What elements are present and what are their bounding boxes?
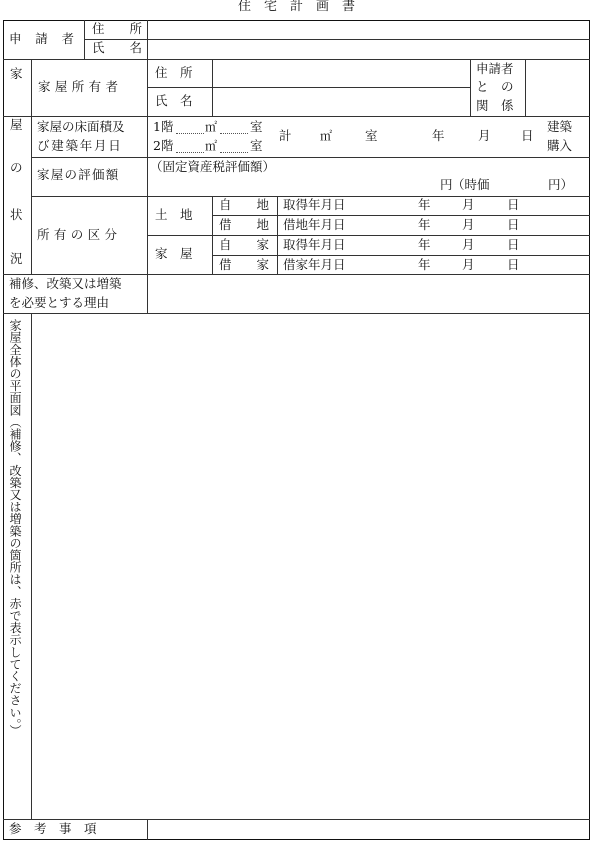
market-value-close: 円） [548, 177, 574, 192]
floor2-room-field[interactable] [220, 152, 248, 153]
relation-label-line: 関 係 [476, 98, 514, 113]
build-type-option[interactable]: 購入 [547, 138, 573, 153]
side-char: 況 [10, 251, 23, 266]
day-unit: 日 [507, 237, 520, 252]
land-label: 土 地 [155, 207, 193, 222]
lease-house-option[interactable]: 借 家 [219, 257, 270, 272]
inner-divider [212, 215, 590, 216]
lease-house-date-label: 借家年月日 [283, 257, 346, 272]
col-divider [147, 819, 148, 840]
sqm-unit: ㎡ [205, 120, 218, 134]
build-day-unit: 日 [521, 128, 534, 143]
market-value-open: （時価 [452, 177, 490, 192]
valuation-yen: 円 [440, 177, 453, 192]
col-divider [31, 313, 32, 819]
col-divider [470, 59, 471, 116]
own-land-option[interactable]: 自 地 [219, 197, 270, 212]
owner-label: 家屋所有者 [38, 79, 123, 94]
day-unit: 日 [507, 257, 520, 272]
row-divider [3, 819, 590, 820]
reason-label-line: 補修、改築又は増築 [9, 276, 122, 291]
document-title: 住 宅 計 画 書 [237, 0, 355, 14]
row-divider [3, 313, 590, 314]
col-divider [212, 59, 213, 116]
col-divider [84, 20, 85, 59]
total-sqm-unit: ㎡ [320, 129, 333, 143]
floor2-label: 2階 [153, 138, 174, 153]
lease-land-option[interactable]: 借 地 [219, 217, 270, 232]
valuation-label: 家屋の評価額 [37, 167, 120, 182]
inner-divider [147, 235, 590, 236]
reason-label-line: を必要とする理由 [9, 295, 110, 310]
build-year-unit: 年 [432, 128, 445, 143]
side-char: の [10, 160, 23, 175]
build-month-unit: 月 [478, 128, 491, 143]
floor2-area-field[interactable] [176, 152, 204, 153]
col-divider [147, 274, 148, 313]
year-unit: 年 [418, 237, 431, 252]
month-unit: 月 [462, 217, 475, 232]
house-label: 家 屋 [155, 246, 193, 261]
applicant-label: 申 請 者 [9, 31, 75, 46]
year-unit: 年 [418, 197, 431, 212]
applicant-address-label: 住 所 [92, 21, 143, 36]
month-unit: 月 [462, 257, 475, 272]
col-divider [277, 196, 278, 274]
floor-area-label-line: 家屋の床面積及 [37, 119, 125, 134]
floor-area-label-line: び建築年月日 [37, 138, 123, 153]
row-divider [3, 59, 590, 60]
sqm-unit: ㎡ [205, 139, 218, 153]
valuation-note: （固定資産税評価額） [150, 159, 276, 174]
relation-label-line: と の [476, 79, 514, 94]
col-divider [31, 59, 32, 274]
month-unit: 月 [462, 197, 475, 212]
relation-label-line: 申請者 [476, 61, 514, 76]
remarks-label: 参 考 事 項 [9, 821, 97, 836]
side-char: 屋 [10, 117, 23, 132]
acquired-date-label: 取得年月日 [283, 197, 346, 212]
month-unit: 月 [462, 237, 475, 252]
row-divider [3, 274, 590, 275]
inner-divider [84, 39, 590, 40]
acquired-date-label: 取得年月日 [283, 237, 346, 252]
floor1-label: 1階 [153, 119, 174, 134]
floor1-area-field[interactable] [176, 133, 204, 134]
ownership-label: 所有の区分 [37, 227, 122, 242]
floor-plan-area[interactable] [33, 315, 588, 817]
side-char: 状 [10, 207, 23, 222]
day-unit: 日 [507, 217, 520, 232]
year-unit: 年 [418, 257, 431, 272]
side-char: 家 [10, 66, 23, 81]
floor1-room-field[interactable] [220, 133, 248, 134]
floor-plan-label: 家屋全体の平面図（補修、改築又は増築の箇所は、赤で表示してください。） [8, 319, 23, 737]
row-divider [31, 157, 590, 158]
day-unit: 日 [507, 197, 520, 212]
own-house-option[interactable]: 自 家 [219, 237, 270, 252]
col-divider [147, 20, 148, 274]
total-label: 計 [279, 128, 292, 143]
lease-land-date-label: 借地年月日 [283, 217, 346, 232]
col-divider [525, 59, 526, 116]
owner-name-label: 氏 名 [155, 93, 193, 108]
build-type-option[interactable]: 建築 [547, 119, 573, 134]
owner-address-label: 住 所 [155, 65, 193, 80]
room-unit: 室 [250, 119, 263, 134]
inner-divider [212, 255, 590, 256]
inner-divider [147, 87, 470, 88]
col-divider [212, 196, 213, 274]
year-unit: 年 [418, 217, 431, 232]
room-unit: 室 [250, 138, 263, 153]
row-divider [3, 116, 590, 117]
applicant-name-label: 氏 名 [92, 40, 143, 55]
total-room-unit: 室 [365, 128, 378, 143]
